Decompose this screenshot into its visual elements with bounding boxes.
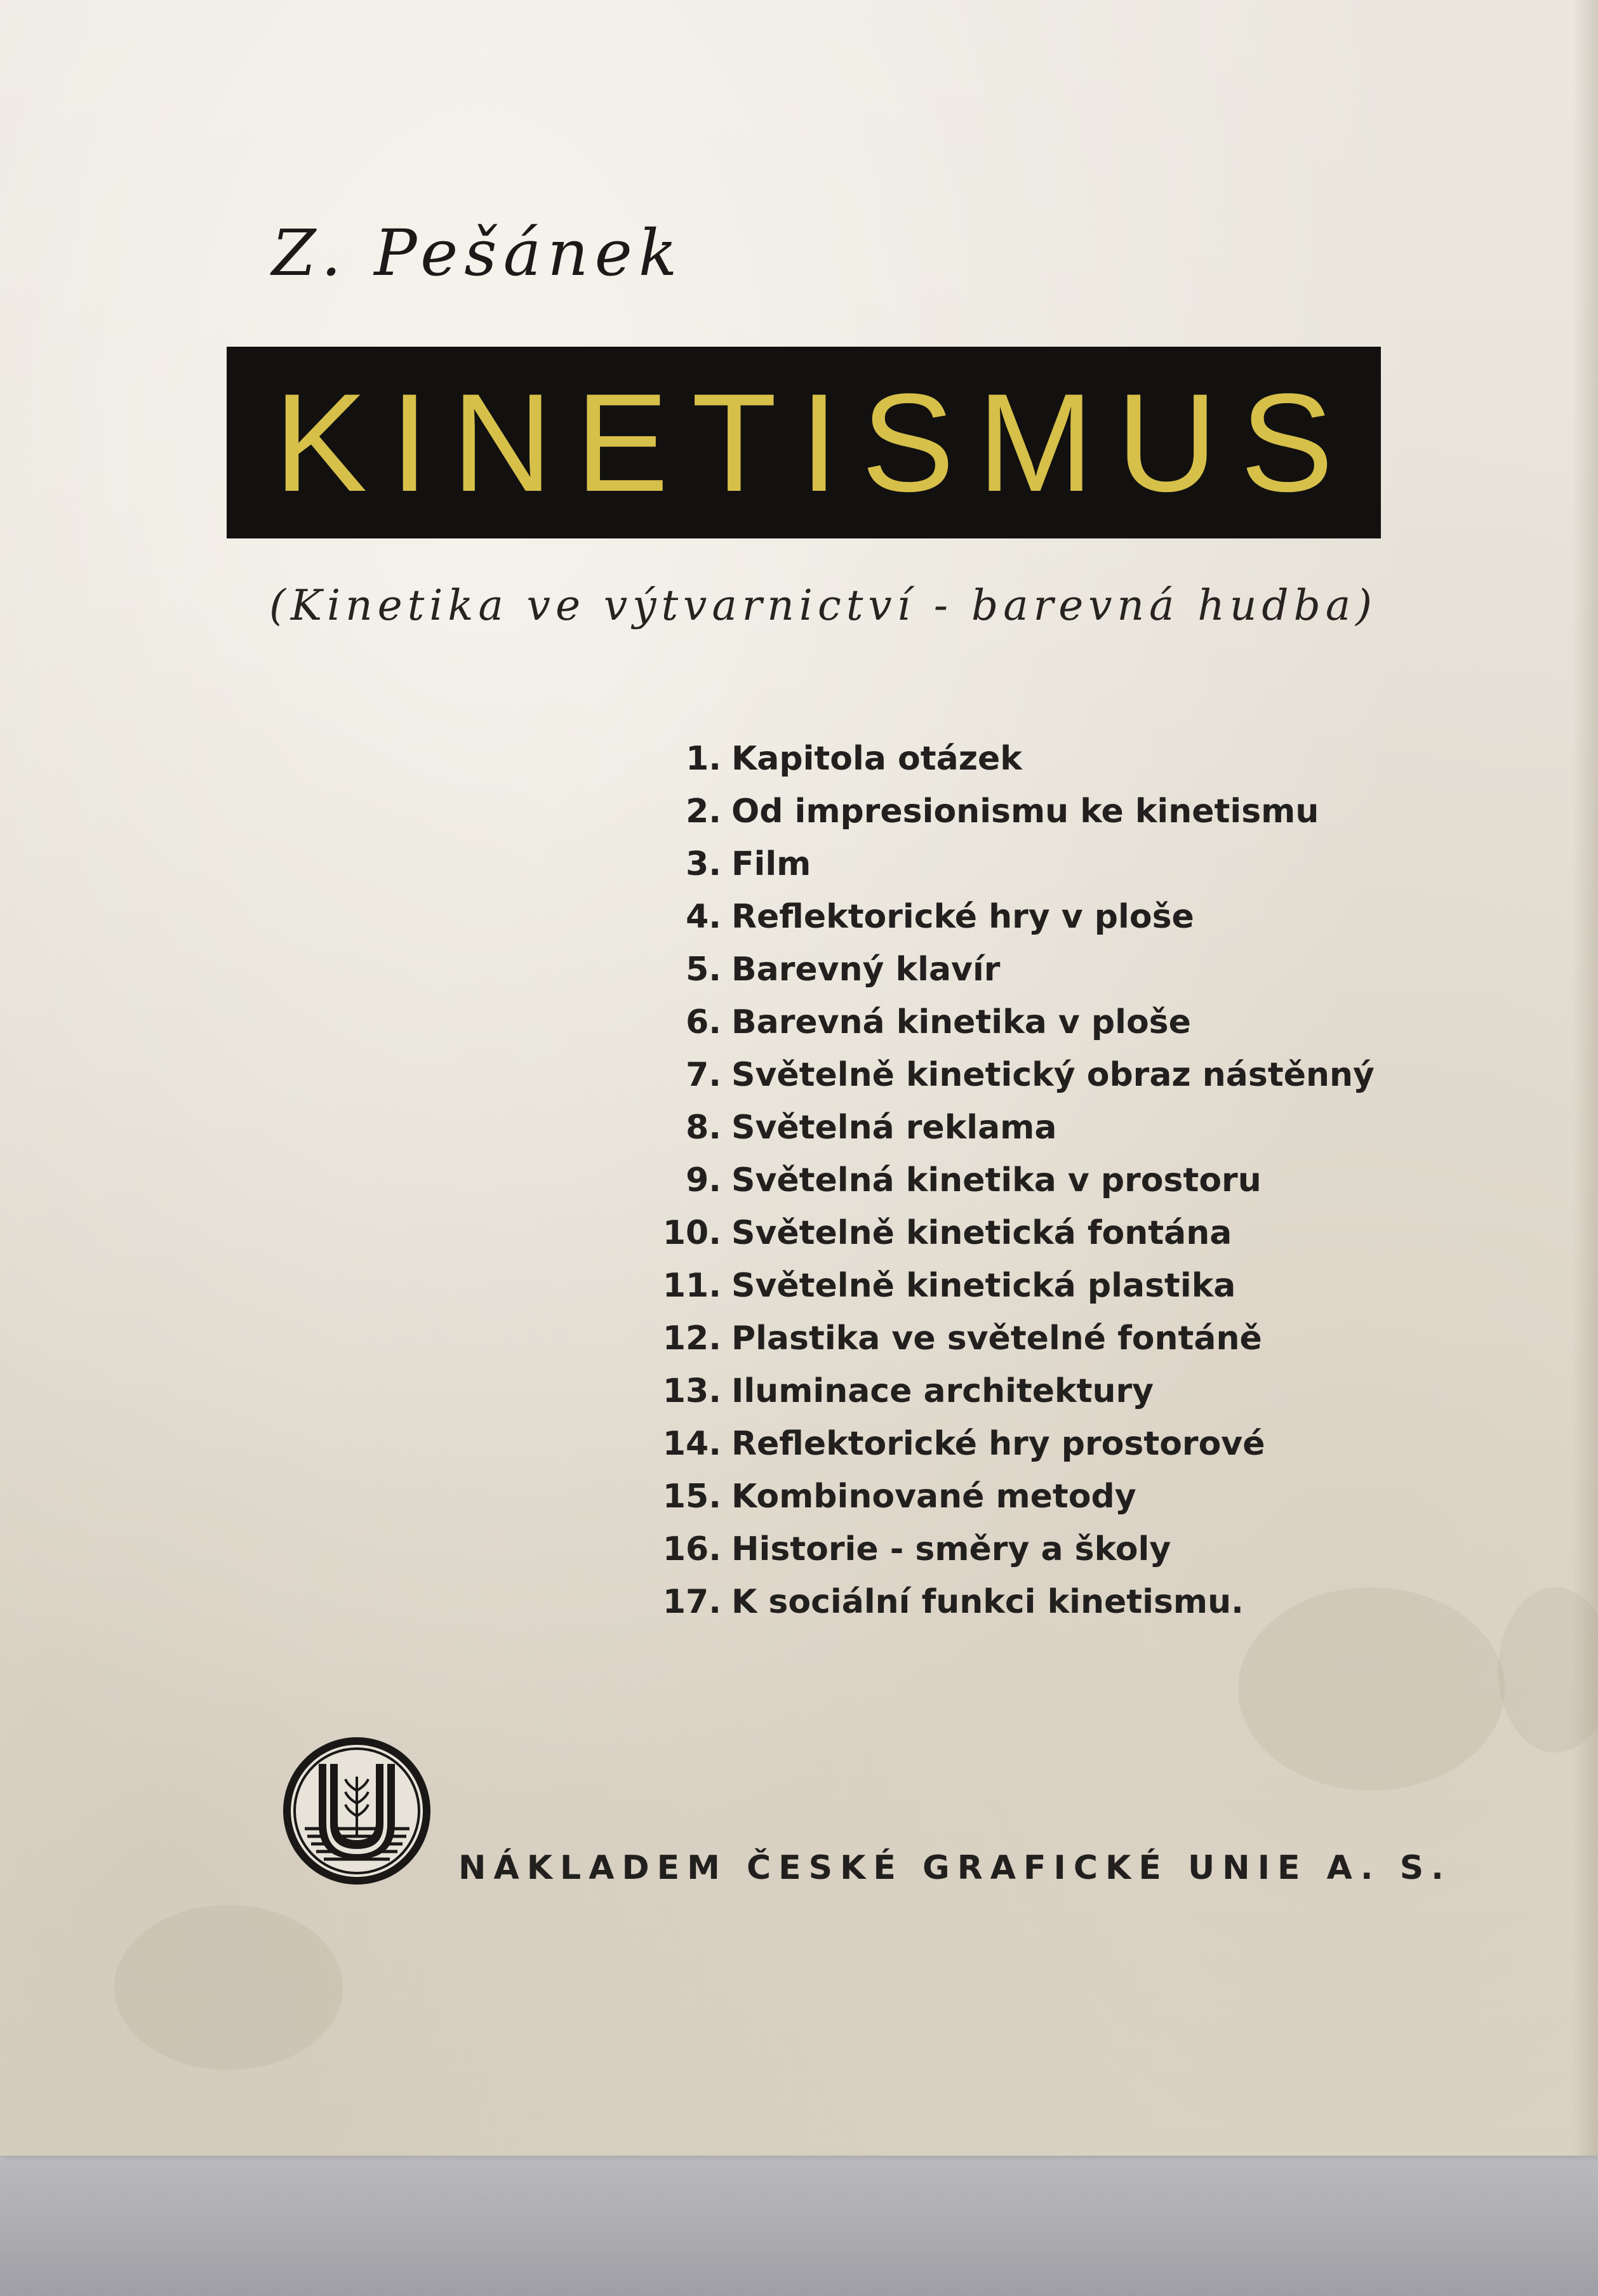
toc-title: Reflektorické hry prostorové bbox=[731, 1425, 1265, 1463]
toc-number: 13. bbox=[662, 1372, 721, 1410]
toc-number: 16. bbox=[662, 1530, 721, 1568]
toc-item bbox=[660, 898, 1375, 951]
toc-number: 8. bbox=[686, 1109, 721, 1147]
toc-number: 5. bbox=[686, 951, 721, 989]
toc-title: Světelná reklama bbox=[731, 1109, 1057, 1147]
toc-title: Reflektorické hry v ploše bbox=[731, 898, 1194, 936]
table-of-contents bbox=[660, 740, 1375, 1636]
toc-title: Světelně kinetická fontána bbox=[731, 1214, 1232, 1252]
toc-item bbox=[660, 1583, 1375, 1636]
toc-item bbox=[660, 1478, 1375, 1530]
toc-title: Světelně kinetický obraz nástěnný bbox=[731, 1056, 1375, 1094]
toc-title: Barevná kinetika v ploše bbox=[731, 1003, 1191, 1041]
page-edge-shadow bbox=[1573, 0, 1598, 2156]
toc-number: 11. bbox=[662, 1267, 721, 1305]
toc-number: 1. bbox=[686, 740, 721, 778]
toc-title: Světelně kinetická plastika bbox=[731, 1267, 1236, 1305]
toc-number: 17. bbox=[662, 1583, 721, 1621]
paper-stain bbox=[1498, 1587, 1598, 1752]
toc-item bbox=[660, 1056, 1375, 1109]
toc-number: 6. bbox=[686, 1003, 721, 1041]
toc-title: Historie - směry a školy bbox=[731, 1530, 1171, 1568]
toc-title: Iluminace architektury bbox=[731, 1372, 1154, 1410]
toc-number: 10. bbox=[662, 1214, 721, 1252]
toc-item bbox=[660, 1267, 1375, 1319]
scanner-background bbox=[0, 2150, 1598, 2296]
toc-item bbox=[660, 1003, 1375, 1056]
book-subtitle: (Kinetika ve výtvarnictví - barevná hudba) bbox=[269, 581, 1377, 630]
toc-item bbox=[660, 792, 1375, 845]
toc-title: Světelná kinetika v prostoru bbox=[731, 1161, 1262, 1199]
toc-number: 3. bbox=[686, 845, 721, 883]
toc-title: Plastika ve světelné fontáně bbox=[731, 1319, 1262, 1358]
book-title: KINETISMUS bbox=[274, 364, 1357, 521]
toc-title: K sociální funkci kinetismu. bbox=[731, 1583, 1244, 1621]
toc-item bbox=[660, 1319, 1375, 1372]
toc-number: 4. bbox=[686, 898, 721, 936]
publisher-name: NÁKLADEM ČESKÉ GRAFICKÉ UNIE A. S. bbox=[458, 1849, 1451, 1887]
toc-item bbox=[660, 1161, 1375, 1214]
toc-title: Film bbox=[731, 845, 811, 883]
toc-number: 7. bbox=[686, 1056, 721, 1094]
toc-title: Od impresionismu ke kinetismu bbox=[731, 792, 1319, 831]
toc-item bbox=[660, 740, 1375, 792]
toc-title: Kapitola otázek bbox=[731, 740, 1022, 778]
toc-number: 12. bbox=[662, 1319, 721, 1358]
toc-item bbox=[660, 1214, 1375, 1267]
author-name: Z. Pešánek bbox=[272, 216, 684, 290]
toc-item bbox=[660, 951, 1375, 1003]
toc-item bbox=[660, 845, 1375, 898]
title-banner bbox=[227, 347, 1381, 538]
toc-number: 9. bbox=[686, 1161, 721, 1199]
toc-item bbox=[660, 1530, 1375, 1583]
toc-title: Kombinované metody bbox=[731, 1478, 1136, 1516]
toc-title: Barevný klavír bbox=[731, 951, 1001, 989]
toc-item bbox=[660, 1109, 1375, 1161]
toc-item bbox=[660, 1372, 1375, 1425]
toc-item bbox=[660, 1425, 1375, 1478]
paper-stain bbox=[114, 1905, 343, 2070]
toc-number: 15. bbox=[662, 1478, 721, 1516]
toc-number: 2. bbox=[686, 792, 721, 831]
toc-number: 14. bbox=[662, 1425, 721, 1463]
publisher-logo-icon bbox=[279, 1733, 435, 1889]
